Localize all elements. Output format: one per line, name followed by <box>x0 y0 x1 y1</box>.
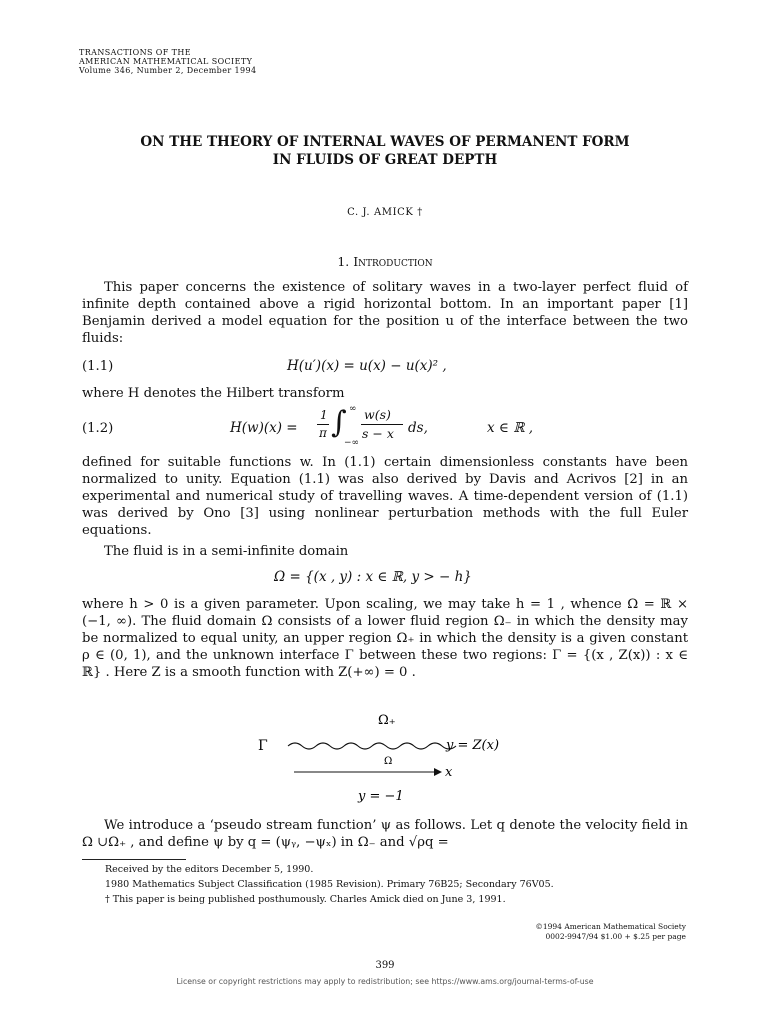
intro-paragraph: This paper concerns the existence of solitary waves in a two-layer perfect fluid of infinite depth contained above a rigid horizontal bottom. In an important paper [1] Benjamin derived a model equation for the position u of the interface between the two fluids: <box>82 280 688 346</box>
footnote-received: Received by the editors December 5, 1990. <box>105 864 314 875</box>
author: C. J. AMICK † <box>347 207 423 218</box>
figure-bottom-label: y = −1 <box>358 789 404 804</box>
figure-gamma: Γ <box>258 738 268 754</box>
footnote-dagger: † This paper is being published posthumously. Charles Amick died on June 3, 1991. <box>105 894 506 905</box>
journal-line-2: AMERICAN MATHEMATICAL SOCIETY <box>79 57 253 66</box>
paragraph-4: where h > 0 is a given parameter. Upon scaling, we may take h = 1 , whence Ω = ℝ × (−1, ∞). The fluid domain Ω consists of a lower fluid region Ω₋ in which the density may be normalized to equal unity, an upper region Ω₊ in which the density is a given constant ρ ∈ (0, 1), and the unknown interface Γ between these two regions: Γ = {(x , Z(x)) : x ∈ ℝ} . Here Z is a smooth function with Z(+∞) = 0 . <box>82 597 688 680</box>
page-number: 399 <box>375 960 395 971</box>
paper-title-line-2: IN FLUIDS OF GREAT DEPTH <box>272 152 498 168</box>
eq-2-number: (1.2) <box>82 421 114 436</box>
paragraph-3-start: The fluid is in a semi-infinite domain <box>104 544 349 559</box>
footnote-rule <box>82 859 186 860</box>
domain-figure <box>250 708 530 808</box>
paragraph-5: We introduce a ‘pseudo stream function’ ψ as follows. Let q denote the velocity field in Ω ∪Ω₊ , and define ψ by q = (ψᵧ, −ψₓ) in Ω₋ and √ρq = <box>82 818 688 850</box>
eq-2: H(w)(x) = 1 π ∫ ∞ −∞ w(s) s − x ds, x ∈ ℝ , <box>230 404 533 448</box>
journal-line-1: TRANSACTIONS OF THE <box>79 48 191 57</box>
copyright-line-2: 0002-9947/94 $1.00 + $.25 per page <box>545 932 686 941</box>
figure-x-label: x <box>445 765 453 780</box>
license-notice: License or copyright restrictions may apply to redistribution; see https://www.ams.org/journal-terms-of-use <box>176 977 594 986</box>
eq-1: H(u′)(x) = u(x) − u(x)² , <box>287 358 447 374</box>
figure-omega: Ω <box>384 756 393 767</box>
hilbert-intro: where H denotes the Hilbert transform <box>82 386 345 401</box>
figure-curve-label: y = Z(x) <box>446 738 500 753</box>
eq-1-number: (1.1) <box>82 359 114 374</box>
paper-title-line-1: ON THE THEORY OF INTERNAL WAVES OF PERMANENT FORM <box>140 134 630 150</box>
journal-header <box>79 48 256 75</box>
domain-eq: Ω = {(x , y) : x ∈ ℝ, y > − h} <box>274 569 472 585</box>
section-heading: 1. Introduction <box>337 254 433 269</box>
footnote-msc: 1980 Mathematics Subject Classification (1985 Revision). Primary 76B25; Secondary 76V05. <box>105 879 554 890</box>
arrow-head-icon <box>434 768 442 776</box>
journal-volume: Volume 346, Number 2, December 1994 <box>79 66 257 75</box>
figure-omega-plus: Ω₊ <box>378 713 396 728</box>
copyright-line-1: ©1994 American Mathematical Society <box>535 922 686 931</box>
paragraph-2: defined for suitable functions w. In (1.1) certain dimensionless constants have been normalized to unity. Equation (1.1) was also derived by Davis and Acrivos [2] in an experimental and numerical study of travelling waves. A time-dependent version of (1.1) was derived by Ono [3] using nonlinear perturbation methods with the full Euler equations. <box>82 455 688 538</box>
interface-curve <box>288 743 456 749</box>
copyright <box>535 922 686 942</box>
